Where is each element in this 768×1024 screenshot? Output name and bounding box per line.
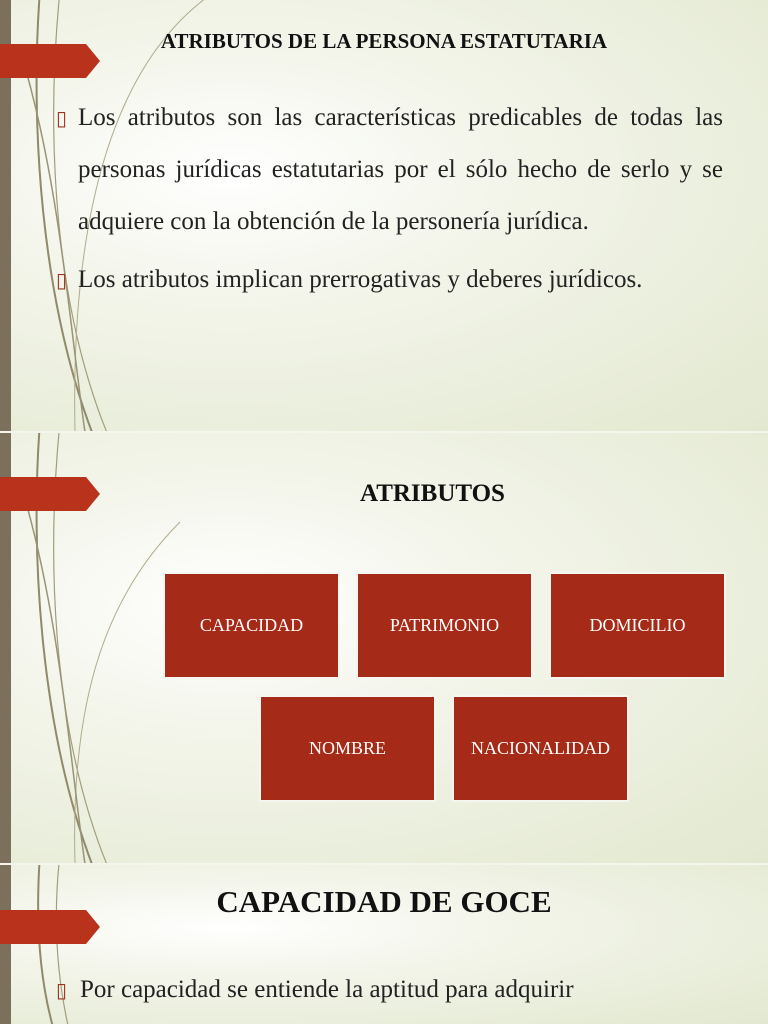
slide-1 xyxy=(0,0,768,432)
slide-title: ATRIBUTOS DE LA PERSONA ESTATUTARIA xyxy=(160,29,608,53)
bullet-item xyxy=(56,254,723,306)
slide-title: ATRIBUTOS xyxy=(360,480,505,507)
slide-2 xyxy=(0,432,768,864)
bullet-list xyxy=(56,92,723,306)
attribute-box-patrimonio: PATRIMONIO xyxy=(357,573,532,678)
slide-title: CAPACIDAD DE GOCE xyxy=(216,884,552,919)
slide-divider xyxy=(0,431,768,433)
square-bullet-icon: ▯ xyxy=(56,978,68,1002)
slide-divider xyxy=(0,863,768,865)
square-bullet-icon: ▯ xyxy=(56,268,68,292)
bullet-item xyxy=(56,964,709,1016)
bullet-item xyxy=(56,92,723,248)
slide-3 xyxy=(0,864,768,1024)
bullet-text: Por capacidad se entiende la aptitud para adquirir xyxy=(80,976,574,1003)
attribute-box-nacionalidad: NACIONALIDAD xyxy=(453,696,628,801)
bullet-list xyxy=(56,964,709,1016)
attribute-box-nombre: NOMBRE xyxy=(260,696,435,801)
bullet-text: Los atributos son las características predicables de todas las personas jurídicas estatutarias por el sólo hecho de serlo y se adquiere con la obtención de la personería jurídica. xyxy=(78,104,723,235)
attribute-box-domicilio: DOMICILIO xyxy=(550,573,725,678)
attribute-box-capacidad: CAPACIDAD xyxy=(164,573,339,678)
arrow-tab-icon xyxy=(0,477,100,511)
bullet-text: Los atributos implican prerrogativas y deberes jurídicos. xyxy=(78,266,643,293)
square-bullet-icon: ▯ xyxy=(56,106,68,130)
